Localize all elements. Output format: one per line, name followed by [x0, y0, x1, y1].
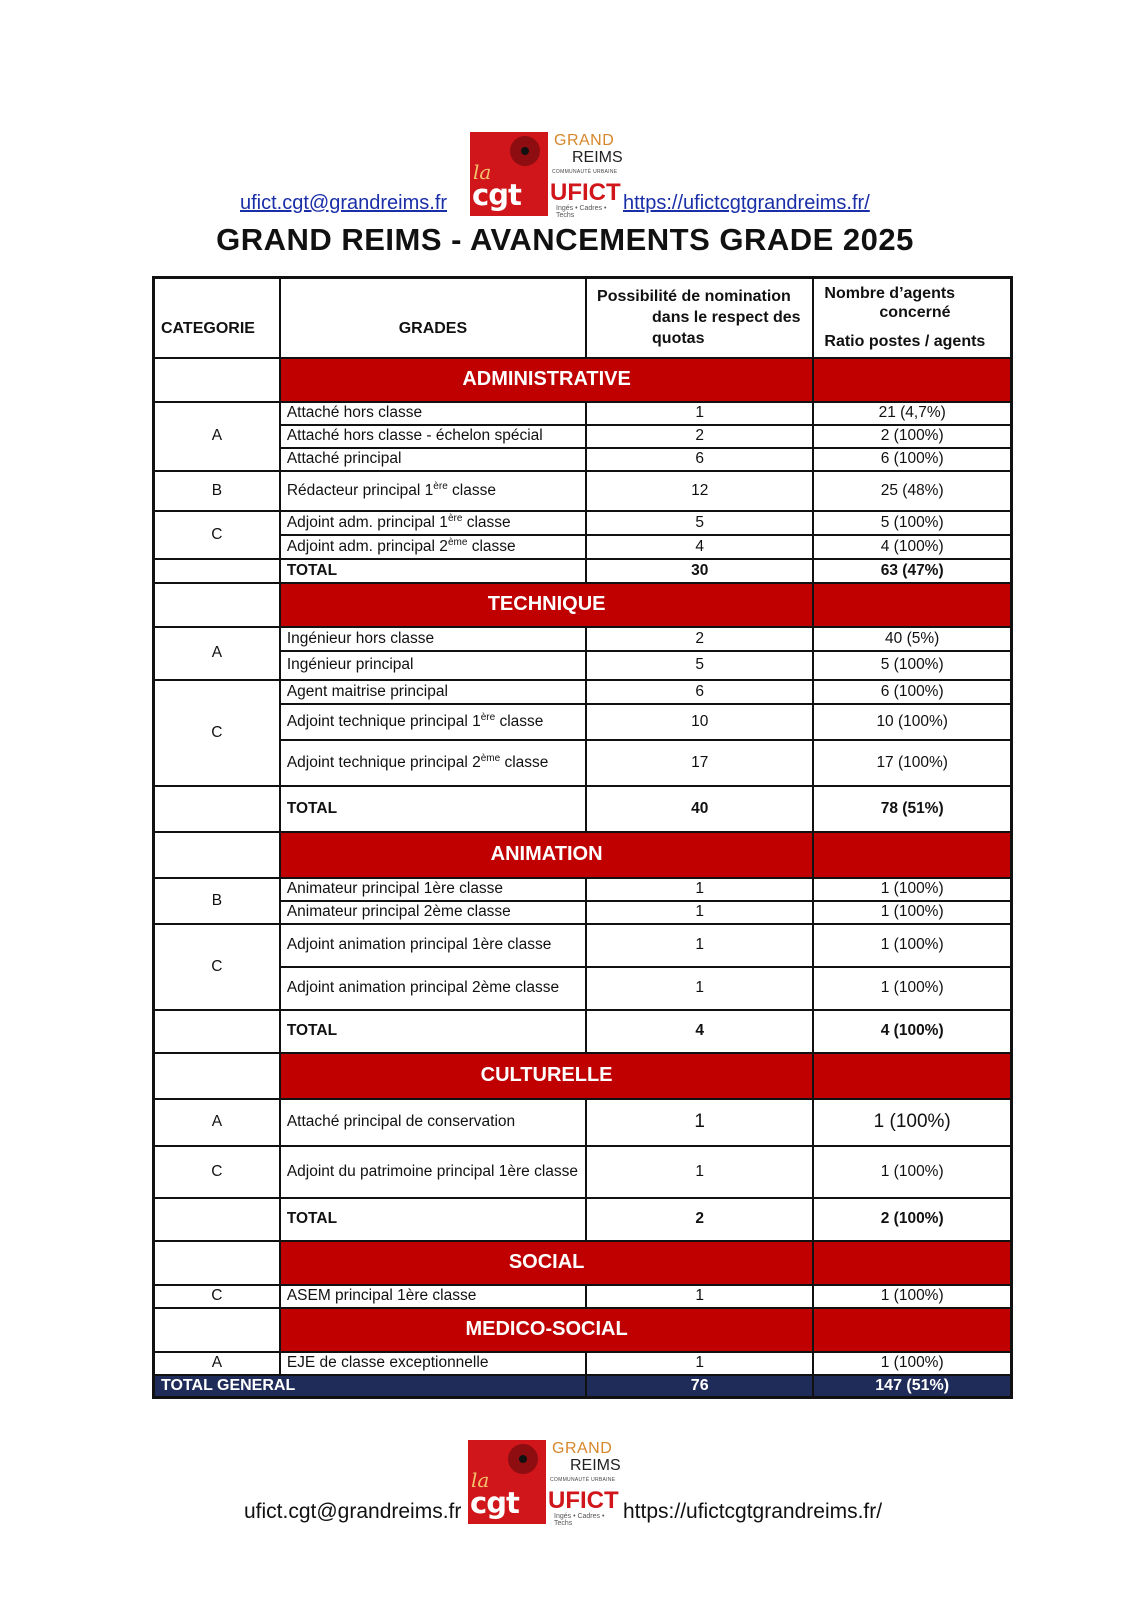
ratio-cell: 1 (100%): [813, 1099, 1011, 1146]
section-row-medico-social: [154, 1308, 1012, 1352]
total-ratio: 63 (47%): [813, 559, 1011, 583]
total-label: TOTAL: [280, 1010, 586, 1053]
grade-cell: Agent maitrise principal: [280, 680, 586, 704]
category-cell: A: [154, 1352, 280, 1375]
ratio-cell: 40 (5%): [813, 627, 1011, 651]
category-cell: C: [154, 680, 280, 786]
total-nomination: 30: [586, 559, 813, 583]
table-row: [154, 704, 1012, 740]
nomination-cell: 1: [586, 1146, 813, 1198]
footer-email-link[interactable]: ufict.cgt@grandreims.fr: [244, 1500, 462, 1523]
table-row: [154, 1352, 1012, 1375]
total-ratio: 78 (51%): [813, 786, 1011, 832]
nomination-cell: 5: [586, 651, 813, 680]
nomination-cell: 1: [586, 1099, 813, 1146]
nomination-cell: 2: [586, 627, 813, 651]
footer-website-link[interactable]: https://ufictcgtgrandreims.fr/: [623, 1500, 883, 1523]
nomination-cell: 5: [586, 511, 813, 535]
ratio-cell: 4 (100%): [813, 535, 1011, 559]
grade-cell: Animateur principal 1ère classe: [280, 878, 586, 901]
total-nomination: 40: [586, 786, 813, 832]
category-cell: B: [154, 878, 280, 924]
nomination-cell: 17: [586, 740, 813, 786]
table-row: [154, 1099, 1012, 1146]
header-website-link[interactable]: https://ufictcgtgrandreims.fr/: [623, 192, 870, 214]
table-row: [154, 471, 1012, 511]
ratio-cell: 1 (100%): [813, 901, 1011, 924]
table-row: [154, 651, 1012, 680]
ratio-cell: 2 (100%): [813, 425, 1011, 448]
nomination-cell: 10: [586, 704, 813, 740]
table-row: [154, 627, 1012, 651]
ratio-cell: 1 (100%): [813, 1285, 1011, 1308]
section-title: CULTURELLE: [280, 1053, 814, 1099]
ufict-cgt-logo: la cgt GRAND REIMS COMMUNAUTÉ URBAINE UFICT Ingés • Cadres • Techs: [472, 132, 623, 219]
page-header: [0, 130, 1130, 220]
nomination-cell: 1: [586, 402, 813, 425]
category-cell: C: [154, 511, 280, 559]
total-nomination: 4: [586, 1010, 813, 1053]
total-ratio: 4 (100%): [813, 1010, 1011, 1053]
page-title: GRAND REIMS - AVANCEMENTS GRADE 2025: [216, 222, 914, 257]
table-header-row: [154, 278, 1012, 358]
section-row-culturelle: [154, 1053, 1012, 1099]
section-title: SOCIAL: [280, 1241, 814, 1285]
total-nomination: 2: [586, 1198, 813, 1241]
grade-cell: EJE de classe exceptionnelle: [280, 1352, 586, 1375]
section-row-administrative: [154, 358, 1012, 402]
category-cell: B: [154, 471, 280, 511]
category-cell: A: [154, 1099, 280, 1146]
grade-cell: Ingénieur principal: [280, 651, 586, 680]
grade-cell: Ingénieur hors classe: [280, 627, 586, 651]
total-general-label: TOTAL GENERAL: [154, 1375, 587, 1398]
total-label: TOTAL: [280, 559, 586, 583]
nomination-cell: 12: [586, 471, 813, 511]
table-row: [154, 680, 1012, 704]
table-row: [154, 402, 1012, 425]
ratio-cell: 25 (48%): [813, 471, 1011, 511]
col-grades: GRADES: [280, 278, 586, 358]
total-label: TOTAL: [280, 786, 586, 832]
total-row: [154, 1010, 1012, 1053]
table-row: [154, 740, 1012, 786]
ratio-cell: 5 (100%): [813, 651, 1011, 680]
ratio-cell: 21 (4,7%): [813, 402, 1011, 425]
grade-cell: Attaché hors classe: [280, 402, 586, 425]
nomination-cell: 4: [586, 535, 813, 559]
nomination-cell: 1: [586, 1352, 813, 1375]
nomination-cell: 6: [586, 448, 813, 471]
total-ratio: 2 (100%): [813, 1198, 1011, 1241]
total-label: TOTAL: [280, 1198, 586, 1241]
grade-table: [152, 276, 1013, 1399]
category-cell: A: [154, 402, 280, 471]
nomination-cell: 1: [586, 924, 813, 967]
grade-cell: ASEM principal 1ère classe: [280, 1285, 586, 1308]
nomination-cell: 1: [586, 878, 813, 901]
grade-cell: Adjoint technique principal 2ème classe: [280, 740, 586, 786]
total-general-nomination: 76: [586, 1375, 813, 1398]
table-row: [154, 1146, 1012, 1198]
category-cell: C: [154, 1146, 280, 1198]
ratio-cell: 1 (100%): [813, 924, 1011, 967]
grade-cell: Animateur principal 2ème classe: [280, 901, 586, 924]
table-row: [154, 448, 1012, 471]
poppy-icon: [510, 136, 540, 166]
nomination-cell: 2: [586, 425, 813, 448]
nomination-cell: 6: [586, 680, 813, 704]
section-row-technique: [154, 583, 1012, 627]
nomination-cell: 1: [586, 967, 813, 1010]
header-email-link[interactable]: ufict.cgt@grandreims.fr: [240, 192, 448, 214]
grade-cell: Adjoint animation principal 2ème classe: [280, 967, 586, 1010]
nomination-cell: 1: [586, 901, 813, 924]
grade-cell: Attaché hors classe - échelon spécial: [280, 425, 586, 448]
ufict-cgt-logo: la cgt GRAND REIMS COMMUNAUTÉ URBAINE UFICT Ingés • Cadres • Techs: [470, 1440, 621, 1527]
table-row: [154, 901, 1012, 924]
table-row: [154, 878, 1012, 901]
ratio-cell: 6 (100%): [813, 448, 1011, 471]
grade-cell: Attaché principal de conservation: [280, 1099, 586, 1146]
category-cell: C: [154, 924, 280, 1010]
section-title: ANIMATION: [280, 832, 814, 878]
table-row: [154, 967, 1012, 1010]
total-row: [154, 559, 1012, 583]
ratio-cell: 5 (100%): [813, 511, 1011, 535]
grade-cell: Rédacteur principal 1ère classe: [280, 471, 586, 511]
page-footer: [0, 1440, 1130, 1530]
section-row-animation: [154, 832, 1012, 878]
grade-cell: Adjoint animation principal 1ère classe: [280, 924, 586, 967]
total-general-ratio: 147 (51%): [813, 1375, 1011, 1398]
total-row: [154, 1198, 1012, 1241]
poppy-icon: [508, 1444, 538, 1474]
grade-cell: Adjoint technique principal 1ère classe: [280, 704, 586, 740]
grade-cell: Adjoint du patrimoine principal 1ère classe: [280, 1146, 586, 1198]
ratio-cell: 17 (100%): [813, 740, 1011, 786]
grade-cell: Adjoint adm. principal 1ère classe: [280, 511, 586, 535]
grade-cell: Adjoint adm. principal 2ème classe: [280, 535, 586, 559]
table-row: [154, 1285, 1012, 1308]
ratio-cell: 6 (100%): [813, 680, 1011, 704]
section-title: TECHNIQUE: [280, 583, 814, 627]
table-row: [154, 535, 1012, 559]
col-nombre: Nombre d’agents concerné Ratio postes / agents: [813, 278, 1011, 358]
table-row: [154, 924, 1012, 967]
table-row: [154, 425, 1012, 448]
ratio-cell: 1 (100%): [813, 967, 1011, 1010]
total-general-row: [154, 1375, 1012, 1398]
grade-cell: Attaché principal: [280, 448, 586, 471]
ratio-cell: 1 (100%): [813, 1146, 1011, 1198]
table-row: [154, 511, 1012, 535]
nomination-cell: 1: [586, 1285, 813, 1308]
category-cell: C: [154, 1285, 280, 1308]
total-row: [154, 786, 1012, 832]
ratio-cell: 1 (100%): [813, 1352, 1011, 1375]
col-possibilite: Possibilité de nomination dans le respect des quotas: [586, 278, 813, 358]
section-row-social: [154, 1241, 1012, 1285]
ratio-cell: 1 (100%): [813, 878, 1011, 901]
section-title: ADMINISTRATIVE: [280, 358, 814, 402]
col-categorie: CATEGORIE: [154, 278, 280, 358]
section-title: MEDICO-SOCIAL: [280, 1308, 814, 1352]
ratio-cell: 10 (100%): [813, 704, 1011, 740]
category-cell: A: [154, 627, 280, 680]
